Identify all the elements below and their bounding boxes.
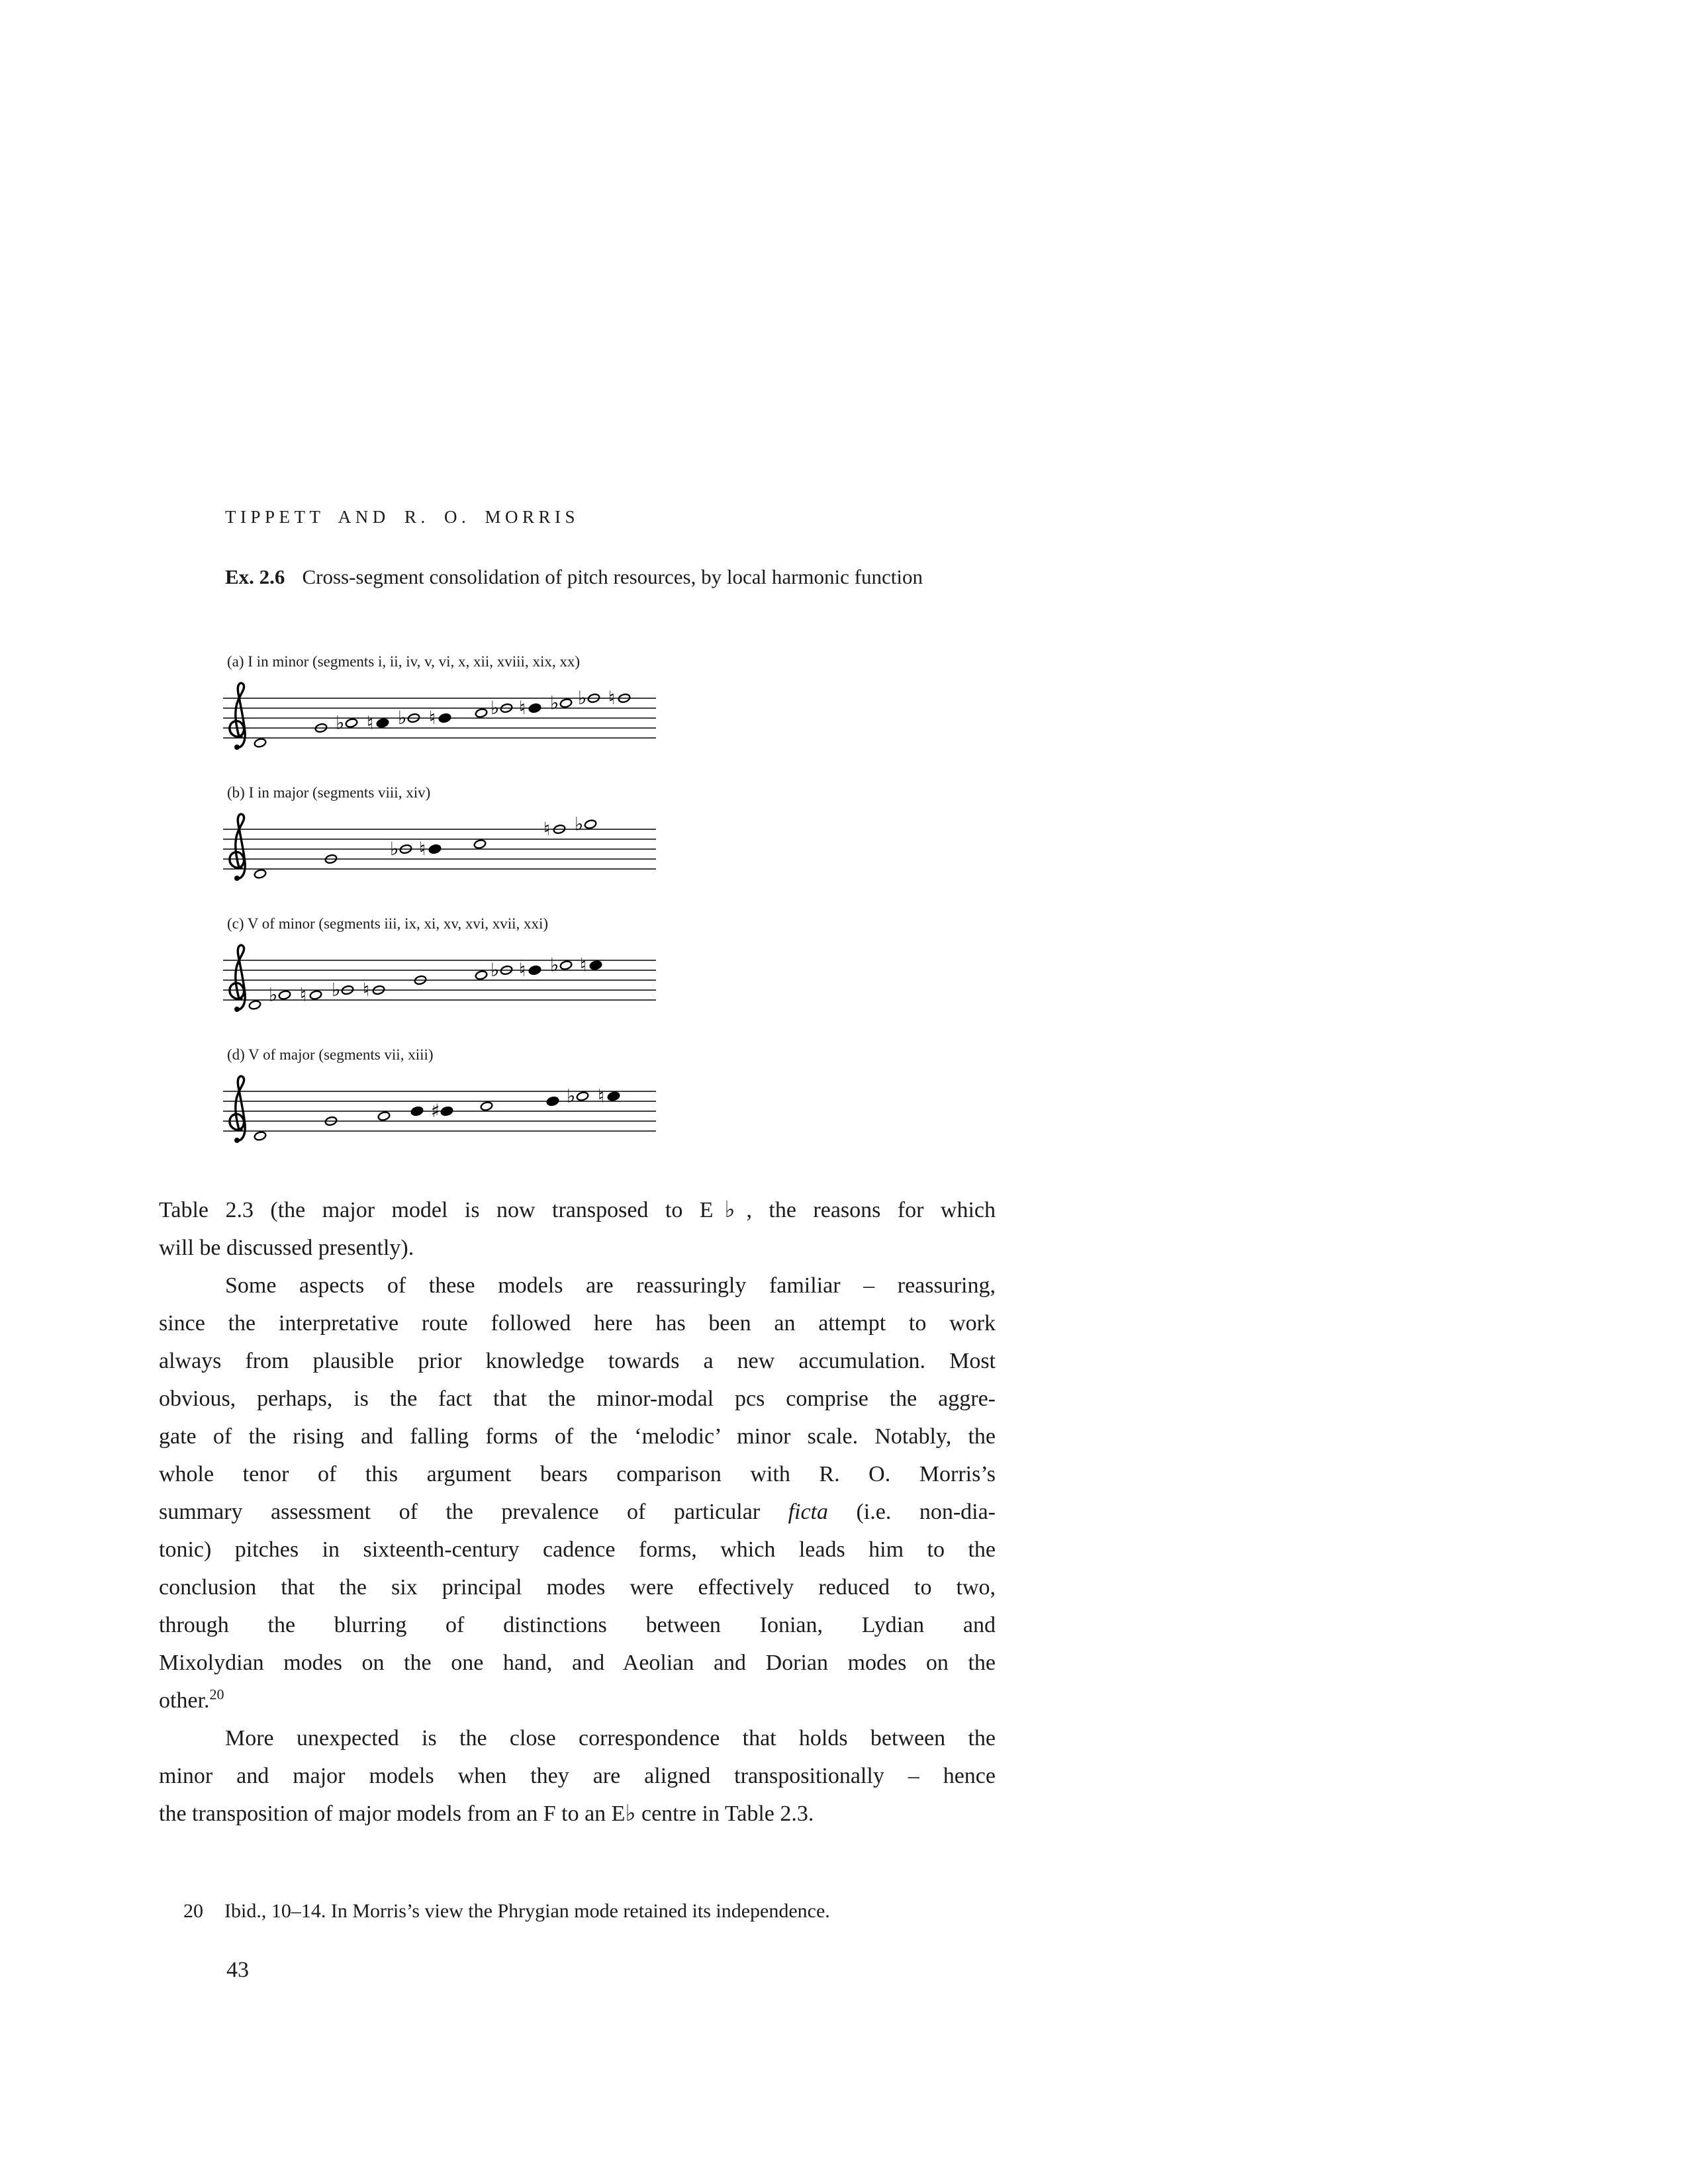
natural-icon: ♮: [300, 983, 307, 1006]
body-text-segment: tonic) pitches in sixteenth-century cadence forms, which leads him to the: [159, 1537, 996, 1562]
body-line: [159, 1229, 996, 1267]
flat-icon: ♭: [398, 707, 407, 729]
body-text-segment: since the interpretative route followed here has been an attempt to work: [159, 1311, 996, 1336]
body-text-segment: ficta: [788, 1500, 829, 1524]
music-staff-block: [222, 652, 659, 764]
staff-label: (a) I in minor (segments i, ii, iv, v, vi, x, xii, xviii, xix, xx): [227, 653, 580, 670]
body-text-segment: through the blurring of distinctions between Ionian, Lydian and: [159, 1613, 996, 1637]
note-head: [528, 703, 541, 713]
note-head: [376, 718, 389, 728]
body-line: [159, 1795, 996, 1833]
flat-icon: ♭: [332, 979, 341, 1001]
body-text-segment: whole tenor of this argument bears comparison with R. O. Morris’s: [159, 1462, 996, 1486]
body-line: [159, 1682, 996, 1719]
music-staff-block: [222, 1045, 659, 1158]
body-text-segment: (i.e. non-dia-: [828, 1500, 996, 1524]
body-text-segment: will be discussed presently).: [159, 1236, 414, 1260]
note-head: [475, 970, 487, 980]
body-line: [159, 1493, 996, 1531]
staff-notation: [222, 678, 659, 764]
flat-icon: ♭: [575, 813, 584, 835]
note-head: [309, 990, 322, 1000]
note-head: [589, 960, 602, 970]
body-text-segment: minor and major models when they are aligned transpositionally – hence: [159, 1764, 996, 1788]
body-line: [159, 1191, 996, 1229]
footnote-text: Ibid., 10–14. In Morris’s view the Phrygian mode retained its independence.: [224, 1900, 830, 1922]
body-line: [159, 1455, 996, 1493]
note-head: [473, 839, 486, 849]
flat-icon: ♭: [390, 838, 399, 860]
note-head: [278, 990, 291, 1000]
running-header: TIPPETT AND R. O. MORRIS: [225, 507, 580, 527]
body-text: [159, 1191, 996, 1833]
note-head: [254, 1131, 266, 1141]
note-head: [410, 1106, 423, 1116]
staff-notation: [222, 1071, 659, 1158]
body-text-segment: More unexpected is the close correspondence that holds between the: [225, 1726, 996, 1751]
body-text-segment: Table 2.3 (the major model is now transposed to E♭, the reasons for which: [159, 1198, 996, 1222]
natural-icon: ♮: [608, 687, 616, 709]
note-head: [559, 960, 572, 970]
body-line: [159, 1569, 996, 1606]
flat-icon: ♭: [567, 1085, 576, 1107]
natural-icon: ♮: [543, 818, 551, 840]
body-text-segment: conclusion that the six principal modes were effectively reduced to two,: [159, 1575, 996, 1600]
page-number: 43: [226, 1958, 249, 1982]
body-text-segment: the transposition of major models from an F to an E♭ centre in Table 2.3.: [159, 1801, 814, 1826]
body-line: [159, 1342, 996, 1380]
flat-icon: ♭: [269, 983, 278, 1006]
flat-icon: ♭: [336, 711, 345, 734]
body-line: [159, 1304, 996, 1342]
body-text-segment: always from plausible prior knowledge towards a new accumulation. Most: [159, 1349, 996, 1373]
staff-notation: [222, 809, 659, 895]
note-head: [584, 819, 596, 829]
example-caption: [225, 558, 990, 596]
body-line: [159, 1719, 996, 1757]
natural-icon: ♮: [429, 707, 436, 729]
note-head: [438, 713, 451, 723]
body-line: [159, 1606, 996, 1644]
body-line: [159, 1380, 996, 1418]
note-head: [576, 1091, 588, 1101]
body-text-segment: gate of the rising and falling forms of the ‘melodic’ minor scale. Notably, the: [159, 1424, 996, 1449]
music-staff-block: [222, 914, 659, 1026]
music-examples: [222, 652, 659, 1176]
body-line: [159, 1644, 996, 1682]
natural-icon: ♮: [580, 954, 587, 976]
note-head: [480, 1101, 492, 1111]
staff-label: (b) I in major (segments viii, xiv): [227, 784, 431, 801]
flat-icon: ♭: [578, 687, 587, 709]
body-text-segment: obvious, perhaps, is the fact that the minor-modal pcs comprise the aggre-: [159, 1387, 996, 1411]
staff-label: (d) V of major (segments vii, xiii): [227, 1046, 434, 1063]
footnote: [183, 1898, 1044, 1925]
body-line: [159, 1418, 996, 1455]
body-text-segment: Some aspects of these models are reassuringly familiar – reassuring,: [225, 1273, 996, 1298]
staff-label: (c) V of minor (segments iii, ix, xi, xv, xvi, xvii, xxi): [227, 915, 549, 932]
body-text-segment: Mixolydian modes on the one hand, and Aeolian and Dorian modes on the: [159, 1651, 996, 1675]
natural-icon: ♮: [519, 697, 526, 719]
natural-icon: ♮: [363, 979, 370, 1001]
note-head: [248, 1000, 261, 1010]
natural-icon: ♮: [367, 711, 374, 734]
body-text-segment: other.: [159, 1688, 210, 1713]
sharp-icon: ♯: [431, 1100, 440, 1122]
music-staff-block: [222, 783, 659, 895]
flat-icon: ♭: [550, 692, 559, 714]
note-head: [607, 1091, 620, 1101]
note-head: [377, 1111, 390, 1121]
body-line: [159, 1267, 996, 1304]
flat-icon: ♭: [491, 697, 500, 719]
flat-icon: ♭: [550, 954, 559, 976]
note-head: [475, 708, 487, 718]
note-head: [254, 738, 266, 748]
note-head: [546, 1096, 559, 1106]
footnote-reference: 20: [209, 1686, 224, 1703]
footnote-number: 20: [183, 1900, 203, 1922]
example-caption-text: Cross-segment consolidation of pitch resources, by local harmonic function: [302, 565, 923, 588]
flat-icon: ♭: [491, 959, 500, 981]
body-line: [159, 1757, 996, 1795]
note-head: [428, 844, 441, 854]
natural-icon: ♮: [519, 959, 526, 981]
staff-notation: [222, 940, 659, 1026]
natural-icon: ♮: [419, 838, 426, 860]
note-head: [345, 718, 357, 728]
note-head: [254, 869, 266, 879]
body-text-segment: summary assessment of the prevalence of particular: [159, 1500, 788, 1524]
example-label: Ex. 2.6: [225, 565, 285, 588]
natural-icon: ♮: [598, 1085, 605, 1107]
note-head: [440, 1106, 453, 1116]
body-line: [159, 1531, 996, 1569]
note-head: [528, 965, 541, 975]
note-head: [559, 698, 572, 708]
